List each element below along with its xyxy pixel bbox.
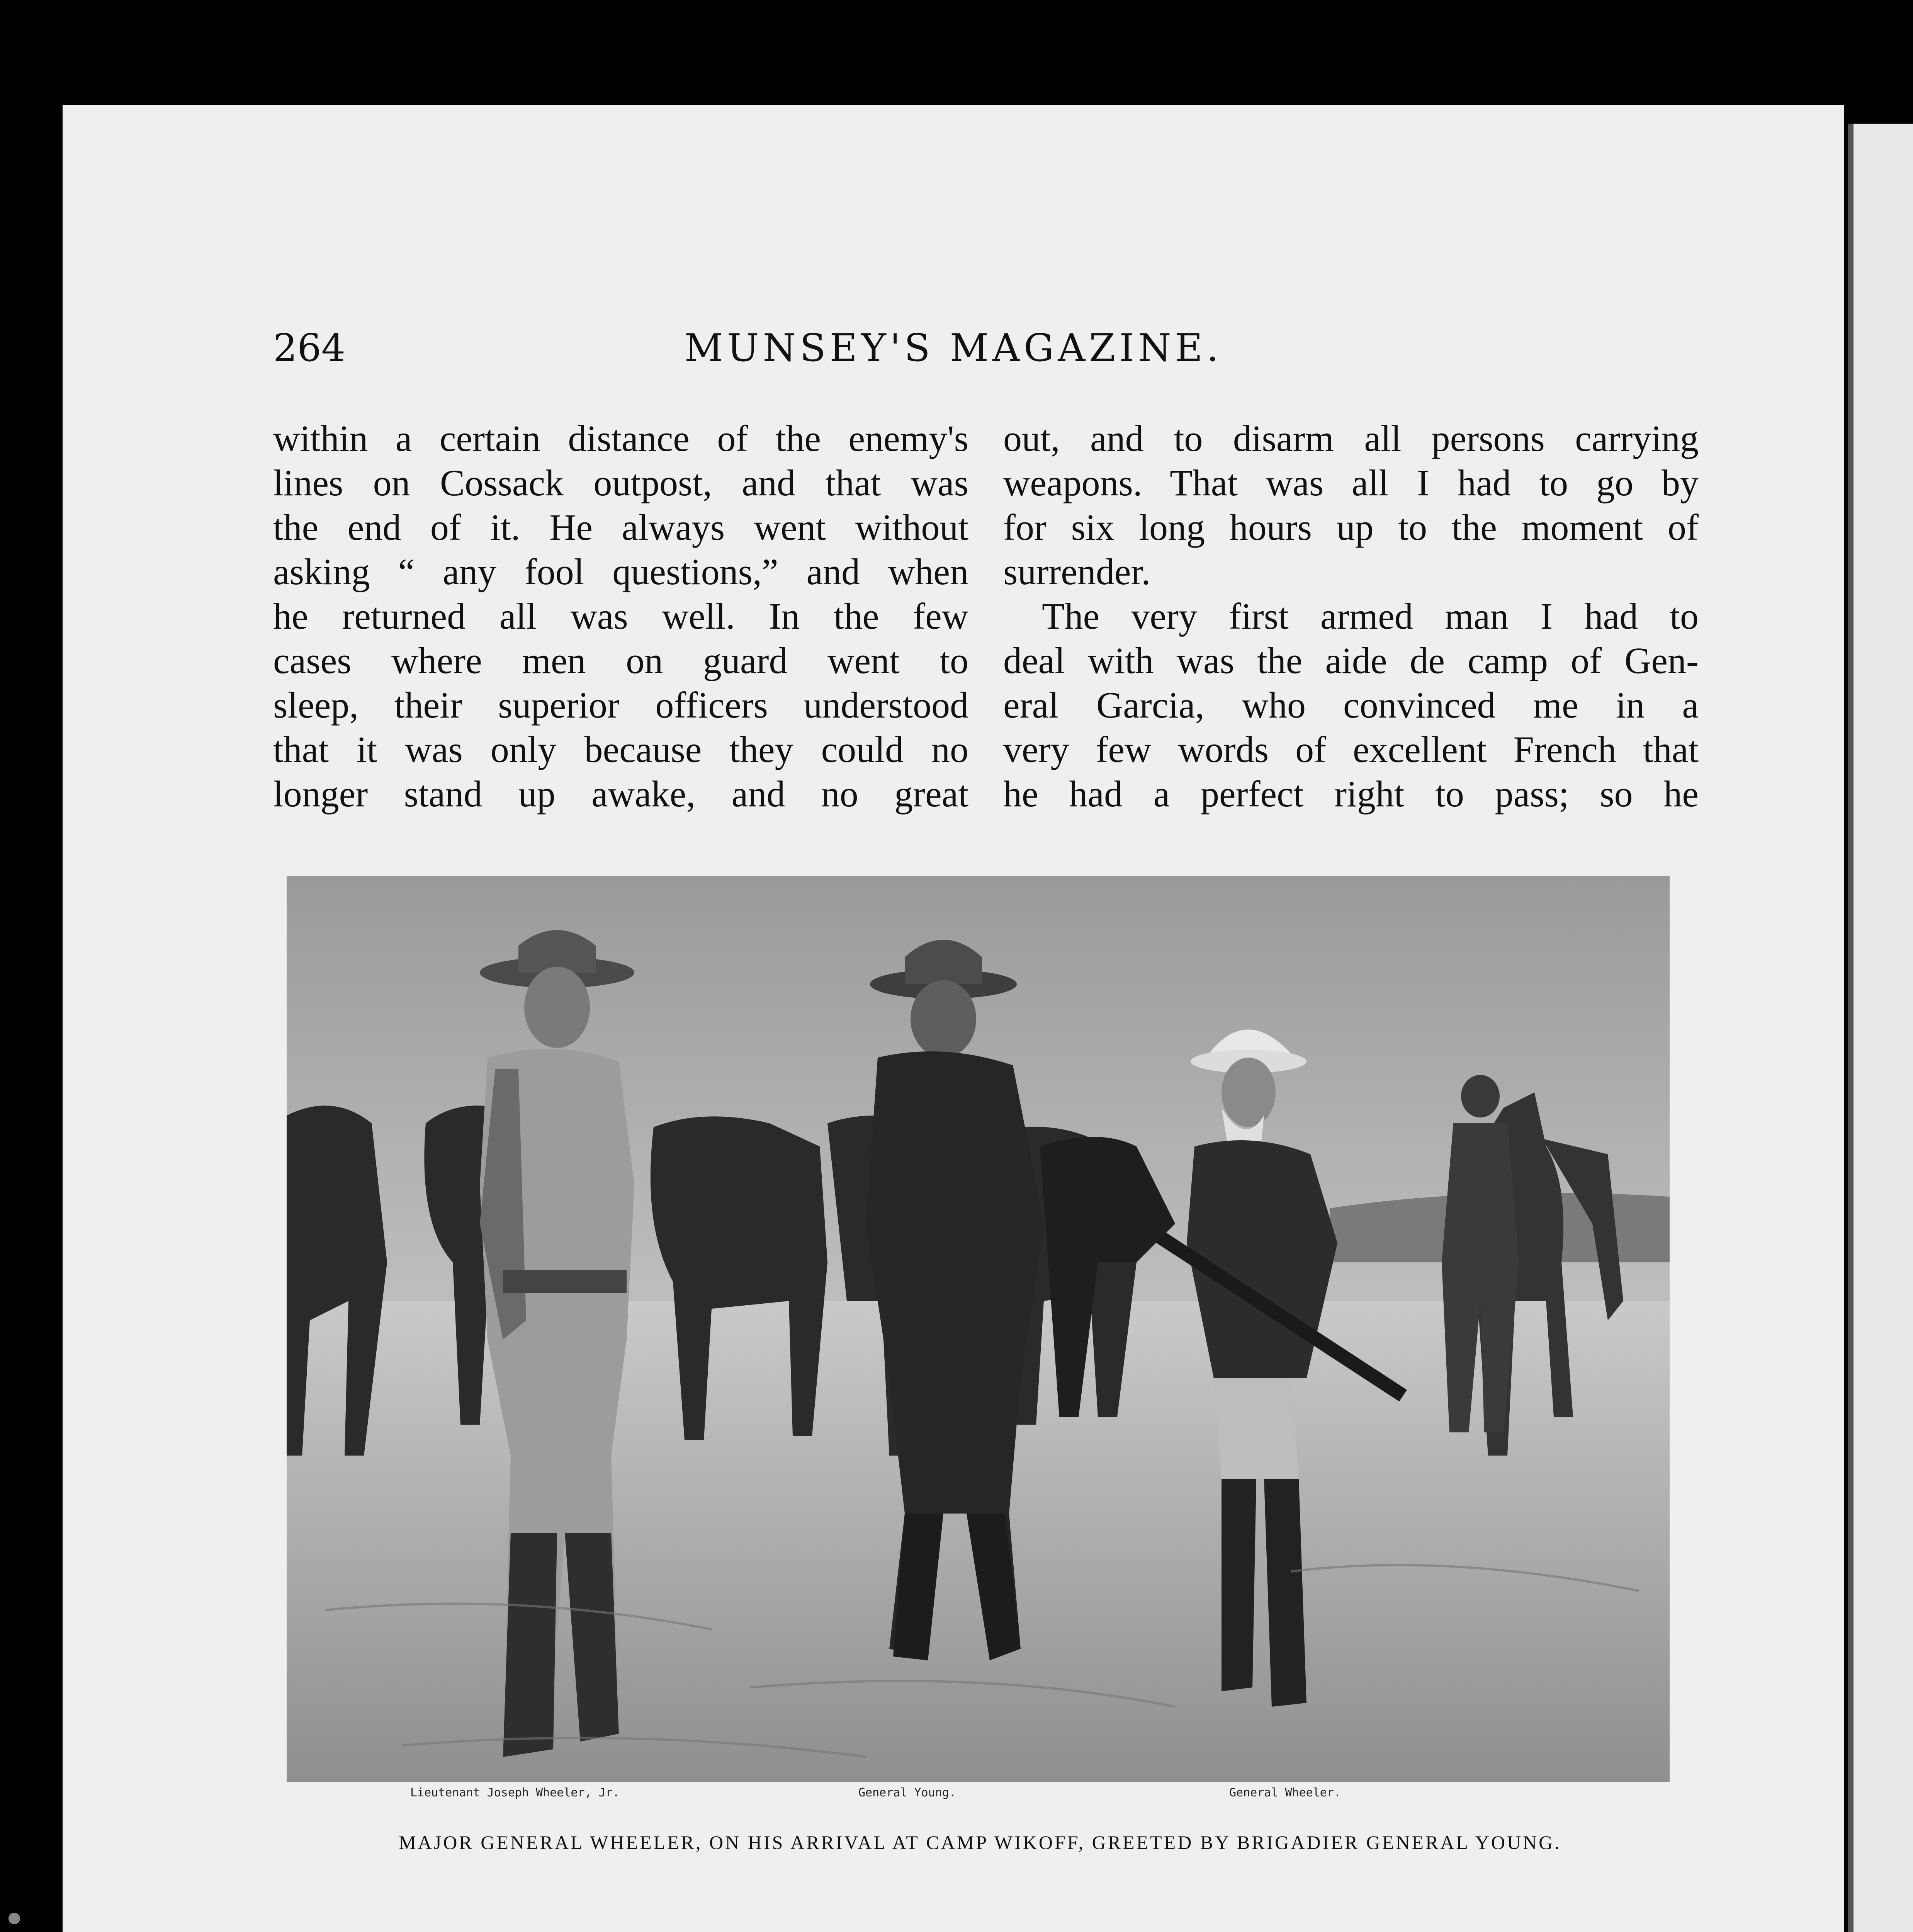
text-line: surrender. bbox=[1003, 551, 1151, 592]
binding-hole bbox=[8, 1913, 20, 1924]
column-top-right bbox=[1003, 416, 1699, 816]
photograph bbox=[287, 876, 1670, 1782]
text-line: sleep, their superior officers understood bbox=[273, 684, 968, 726]
text-line: that it was only because they could no bbox=[273, 729, 968, 770]
text-line: eral Garcia, who convinced me in a bbox=[1003, 684, 1699, 726]
text-line: cases where men on guard went to bbox=[273, 640, 968, 681]
text-line: he had a perfect right to pass; so he bbox=[1003, 773, 1699, 815]
text-line: out, and to disarm all persons carrying bbox=[1003, 418, 1699, 459]
text-line: The very first armed man I had to bbox=[1042, 595, 1699, 637]
page-header bbox=[63, 326, 1844, 369]
text-line: he returned all was well. In the few bbox=[273, 595, 968, 637]
text-line: deal with was the aide de camp of Gen- bbox=[1003, 640, 1699, 681]
text-line: within a certain distance of the enemy's bbox=[273, 418, 968, 459]
text-line: longer stand up awake, and no great bbox=[273, 773, 968, 815]
photo-caption: MAJOR GENERAL WHEELER, ON HIS ARRIVAL AT CAMP WIKOFF, GREETED BY BRIGADIER GENERAL YOUNG. bbox=[399, 1832, 1561, 1853]
photo-label-general-young: General Young. bbox=[858, 1786, 956, 1799]
photo-label-lieutenant: Lieutenant Joseph Wheeler, Jr. bbox=[410, 1786, 620, 1799]
running-head: MUNSEY'S MAGAZINE. bbox=[684, 326, 1223, 370]
text-line: for six long hours up to the moment of bbox=[1003, 507, 1699, 548]
photo-label-general-wheeler: General Wheeler. bbox=[1229, 1786, 1341, 1799]
text-line: weapons. That was all I had to go by bbox=[1003, 462, 1699, 503]
photo-labels bbox=[287, 1786, 1670, 1809]
magazine-page bbox=[63, 105, 1844, 1932]
text-line: very few words of excellent French that bbox=[1003, 729, 1699, 770]
next-page-edge bbox=[1848, 124, 1913, 1932]
text-line: lines on Cossack outpost, and that was bbox=[273, 462, 968, 503]
column-top-left bbox=[273, 416, 968, 816]
text-line: the end of it. He always went without bbox=[273, 507, 968, 548]
text-line: asking “ any fool questions,” and when bbox=[273, 551, 968, 592]
page-number: 264 bbox=[273, 326, 346, 370]
photograph-illustration bbox=[287, 876, 1670, 1782]
